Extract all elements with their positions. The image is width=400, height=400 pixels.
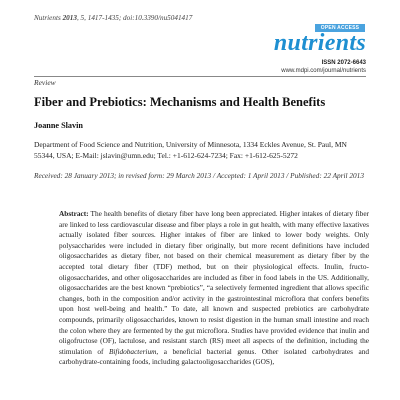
open-access-badge: OPEN ACCESS [315,24,365,32]
article-type: Review [34,78,56,87]
header-divider [34,76,366,77]
abstract [59,209,369,368]
abstract-text: The health benefits of dietary fiber have long been appreciated. Higher intakes of dietary fiber are linked to less cardiovascular disease and fiber plays a role in gut health, with many effective laxatives actually isolated fiber sources. Higher intakes of fiber are linked to lower body weights. Only polysaccharides were included in dietary fiber originally, but more recent definitions have included oligosaccharides as dietary fiber, not based on their chemical measurement as dietary fiber by the accepted total dietary fiber (TDF) method, but on their physiological effects. Inulin, fructo-oligosaccharides, and other oligosaccharides are included as fiber in food labels in the US. Additionally, oligosaccharides are the best known “prebiotics”, “a selectively fermented ingredient that allows specific changes, both in the composition and/or activity in the gastrointestinal microflora that confers benefits upon host well-being and health.” To date, all known and suspected prebiotics are carbohydrate compounds, primarily oligosaccharides, known to resist digestion in the human small intestine and reach the colon where they are fermented by the gut microflora. Studies have provided evidence that inulin and oligofructose (OF), lactulose, and resistant starch (RS) meet all aspects of the definition, including the stimulation of [59,209,369,356]
citation-details: , 5, 1417-1435; doi:10.3390/nu5041417 [76,14,193,22]
abstract-text-continued: , a beneficial bacterial genus. Other isolated carbohydrates and carbohydrate-containing foods, including galactooligosaccharides (GOS), [59,346,369,367]
abstract-italic-term: Bifidobacterium [108,346,157,356]
abstract-label: Abstract: [59,209,89,218]
publication-dates: Received: 28 January 2013; in revised form: 29 March 2013 / Accepted: 1 April 2013 / Published: 22 April 2013 [34,171,364,180]
citation-line [34,14,192,22]
journal-logo: nutrients [273,30,366,56]
author-affiliation: Department of Food Science and Nutrition, University of Minnesota, 1334 Eckles Avenue, St. Paul, MN 55344, USA; E-Mail: jslavin@umn.edu; Tel.: +1-612-624-7234; Fax: +1-612-625-5272 [34,140,347,160]
citation-journal: Nutrients [34,14,61,22]
journal-url[interactable]: www.mdpi.com/journal/nutrients [281,68,366,74]
article-title: Fiber and Prebiotics: Mechanisms and Health Benefits [34,95,326,109]
citation-year: 2013 [62,14,77,22]
issn: ISSN 2072-6643 [321,60,366,66]
article-author: Joanne Slavin [34,121,83,130]
